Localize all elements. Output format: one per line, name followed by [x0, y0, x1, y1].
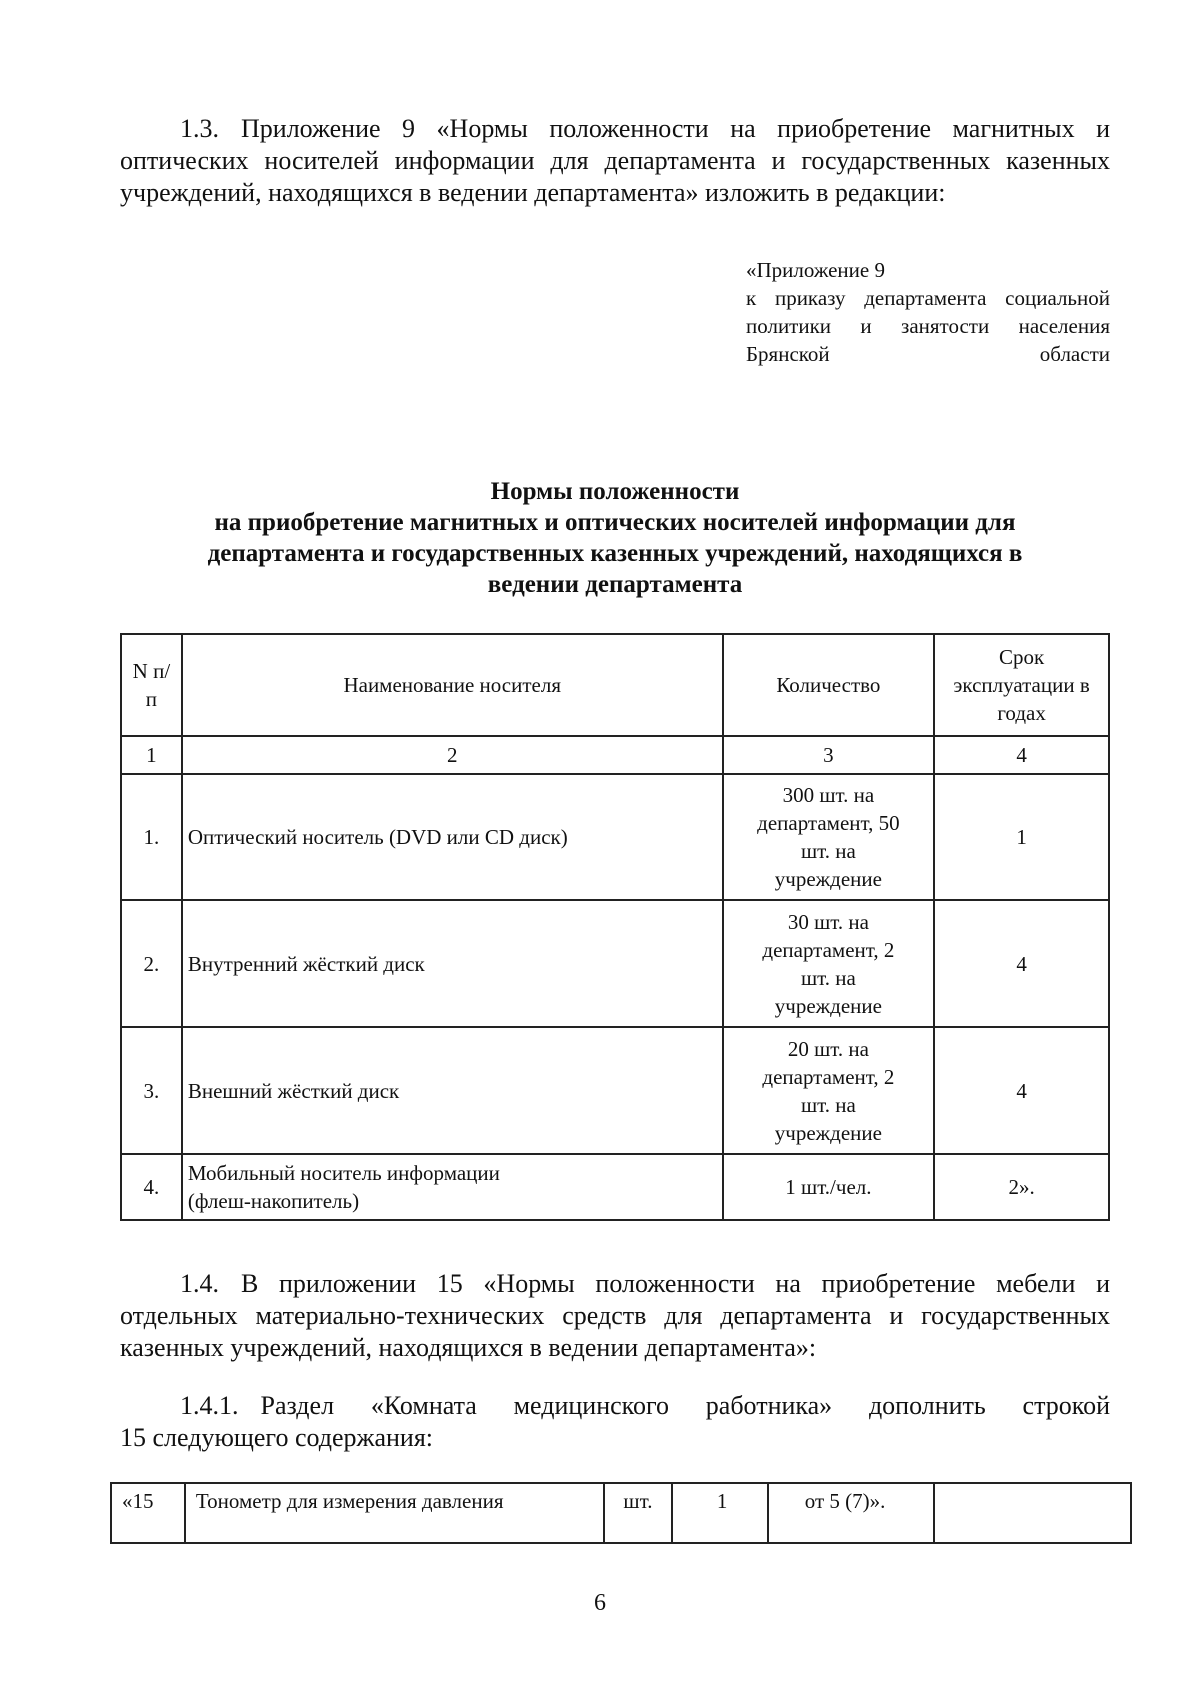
row-name: Мобильный носитель информации (флеш-накопитель): [182, 1154, 723, 1220]
paragraph-number: 1.4.: [180, 1269, 219, 1298]
row-name: Внутренний жёсткий диск: [182, 900, 723, 1027]
row-term: 4: [934, 1027, 1109, 1154]
table-row: [111, 1483, 1131, 1543]
paragraph-1-3: [120, 113, 1110, 209]
column-number: 1: [121, 736, 182, 774]
column-number: 3: [723, 736, 935, 774]
header-name: Наименование носителя: [182, 634, 723, 736]
paragraph-text-line: оптических носителей информации для департамента и государственных казенных: [120, 146, 1110, 175]
cell-quantity: 1: [672, 1483, 768, 1543]
page-number: 6: [594, 1590, 606, 1616]
paragraph-text-line: отдельных материально-технических средств для департамента и государственных: [120, 1301, 1110, 1330]
document-heading: [120, 476, 1110, 600]
paragraph-number: 1.4.1.: [180, 1391, 239, 1420]
table-row: [121, 774, 1109, 900]
paragraph-text-line: казенных учреждений, находящихся в ведении департамента»:: [120, 1333, 817, 1362]
appendix-header: [746, 256, 1110, 368]
appendix-line: «Приложение 9: [746, 258, 885, 282]
row-term: 1: [934, 774, 1109, 900]
row-term: 4: [934, 900, 1109, 1027]
paragraph-1-4-1: [120, 1390, 1110, 1454]
appendix-line: к приказу департамента социальной: [746, 286, 1110, 310]
paragraph-text-line: учреждений, находящихся в ведении департамента» изложить в редакции:: [120, 178, 946, 207]
row-num: 3.: [121, 1027, 182, 1154]
media-norms-table: [120, 633, 1110, 1221]
table-row: [121, 900, 1109, 1027]
header-num: N п/п: [121, 634, 182, 736]
row-num: 2.: [121, 900, 182, 1027]
heading-line: на приобретение магнитных и оптических носителей информации для: [214, 509, 1016, 536]
tonometer-table: [110, 1482, 1132, 1544]
paragraph-text-line: Приложение 9 «Нормы положенности на приобретение магнитных и: [241, 114, 1110, 143]
cell-name: Тонометр для измерения давления: [185, 1483, 604, 1543]
table-header-row: [121, 634, 1109, 736]
cell-empty: [934, 1483, 1131, 1543]
appendix-line: Брянской области: [746, 342, 1110, 366]
header-term: Срок эксплуатации в годах: [934, 634, 1109, 736]
table-row: [121, 1154, 1109, 1220]
cell-term: от 5 (7)».: [768, 1483, 934, 1543]
row-term: 2».: [934, 1154, 1109, 1220]
row-qty: 20 шт. на департамент, 2 шт. на учреждение: [723, 1027, 935, 1154]
paragraph-text-line: Раздел «Комната медицинского работника» дополнить строкой: [260, 1391, 1110, 1420]
row-num: 4.: [121, 1154, 182, 1220]
row-num: 1.: [121, 774, 182, 900]
cell-unit: шт.: [604, 1483, 672, 1543]
table-row: [121, 1027, 1109, 1154]
column-number-row: [121, 736, 1109, 774]
heading-line: департамента и государственных казенных учреждений, находящихся в: [207, 540, 1023, 567]
row-name: Внешний жёсткий диск: [182, 1027, 723, 1154]
paragraph-1-4: [120, 1268, 1110, 1364]
row-qty: 30 шт. на департамент, 2 шт. на учреждение: [723, 900, 935, 1027]
heading-line: Нормы положенности: [490, 478, 740, 505]
header-qty: Количество: [723, 634, 935, 736]
row-name: Оптический носитель (DVD или CD диск): [182, 774, 723, 900]
cell-number: «15: [111, 1483, 185, 1543]
paragraph-text-line: В приложении 15 «Нормы положенности на приобретение мебели и: [241, 1269, 1110, 1298]
paragraph-text-line: 15 следующего содержания:: [120, 1423, 434, 1452]
heading-line: ведении департамента: [487, 571, 743, 598]
column-number: 4: [934, 736, 1109, 774]
paragraph-number: 1.3.: [180, 114, 219, 143]
row-qty: 300 шт. на департамент, 50 шт. на учреждение: [723, 774, 935, 900]
row-qty: 1 шт./чел.: [723, 1154, 935, 1220]
appendix-line: политики и занятости населения: [746, 314, 1110, 338]
column-number: 2: [182, 736, 723, 774]
